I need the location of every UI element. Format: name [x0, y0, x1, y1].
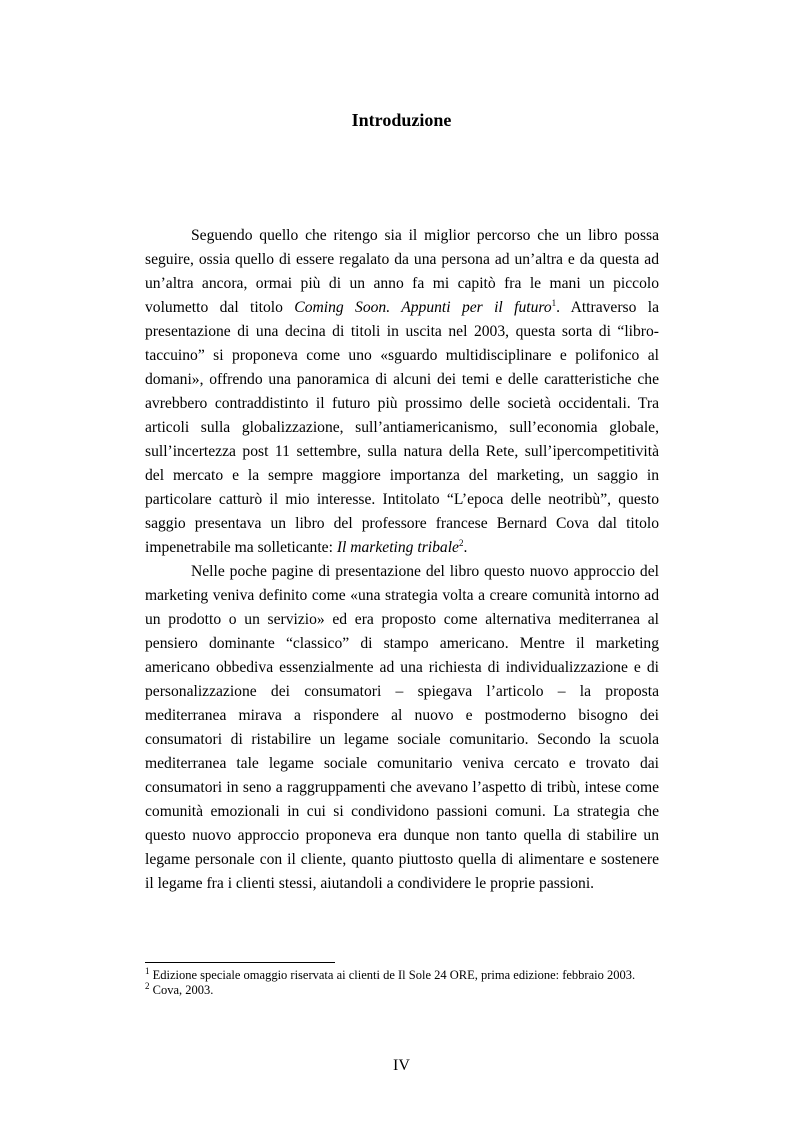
paragraph-1-text-a: Seguendo quello che ritengo sia il miglior percorso che un libro possa seguire, ossia quello di essere regalato da una persona ad un’altra e da questa ad un’altra ancora, ormai più di un anno fa mi capitò fra le mani un piccolo volumetto dal titolo [145, 227, 659, 316]
footnote-divider [145, 962, 335, 963]
footnote-1 [145, 965, 665, 983]
book-title-coming-soon: Coming Soon. Appunti per il futuro [294, 299, 552, 316]
page-title: Introduzione [351, 110, 452, 130]
footnote-ref-1: 1 [551, 297, 557, 308]
footnote-text: Cova, 2003. [149, 983, 214, 997]
paragraph-1 [145, 224, 659, 560]
book-title-marketing-tribale: Il marketing tribale [336, 539, 459, 556]
footnote-number: 2 [145, 980, 150, 991]
paragraph-1-text-c: . [463, 539, 468, 556]
paragraph-2: Nelle poche pagine di presentazione del libro questo nuovo approccio del marketing veniva definito come «una strategia volta a creare comunità intorno ad un prodotto o un servizio» ed era proposto come alternativa mediterranea al pensiero dominante “classico” di stampo americano. Mentre il marketing americano obbediva essenzialmente ad una richiesta di individualizzazione e di personalizzazione dei consumatori – spiegava l’articolo – la proposta mediterranea mirava a rispondere al nuovo e postmoderno bisogno dei consumatori di ristabilire un legame sociale comunitario. Secondo la scuola mediterranea tale legame sociale comunitario veniva cercato e trovato dai consumatori in seno a raggruppamenti che avevano l’aspetto di tribù, intese come comunità emozionali in cui si condividono passioni comuni. La strategia che questo nuovo approccio proponeva era dunque non tanto quella di stabilire un legame personale con il cliente, quanto piuttosto quella di alimentare e sostenere il legame fra i clienti stessi, aiutandoli a condividere le proprie passioni. [145, 563, 659, 892]
footnote-text: Edizione speciale omaggio riservata ai clienti de Il Sole 24 ORE, prima edizione: febbraio 2003. [149, 968, 636, 982]
footnote-ref-2: 2 [458, 537, 464, 548]
body-text [145, 224, 659, 896]
paragraph-1-text-b: . Attraverso la presentazione di una decina di titoli in uscita nel 2003, questa sorta di “libro-taccuino” si proponeva come uno «sguardo multidisciplinare e polifonico al domani», offrendo una panoramica di alcuni dei temi e delle caratteristiche che avrebbero contraddistinto il futuro più prossimo delle società occidentali. Tra articoli sulla globalizzazione, sull’antiamericanismo, sull’economia globale, sull’incertezza post 11 settembre, sulla natura della Rete, sull’ipercompetitività del mercato e la sempre maggiore importanza del marketing, un saggio in particolare catturò il mio interesse. Intitolato “L’epoca delle neotribù”, questo saggio presentava un libro del professore francese Bernard Cova dal titolo impenetrabile ma solleticante: [145, 299, 660, 556]
page-number: IV [393, 1057, 410, 1074]
footnotes [145, 965, 665, 998]
footnote-2 [145, 980, 665, 998]
footnote-number: 1 [145, 965, 150, 976]
